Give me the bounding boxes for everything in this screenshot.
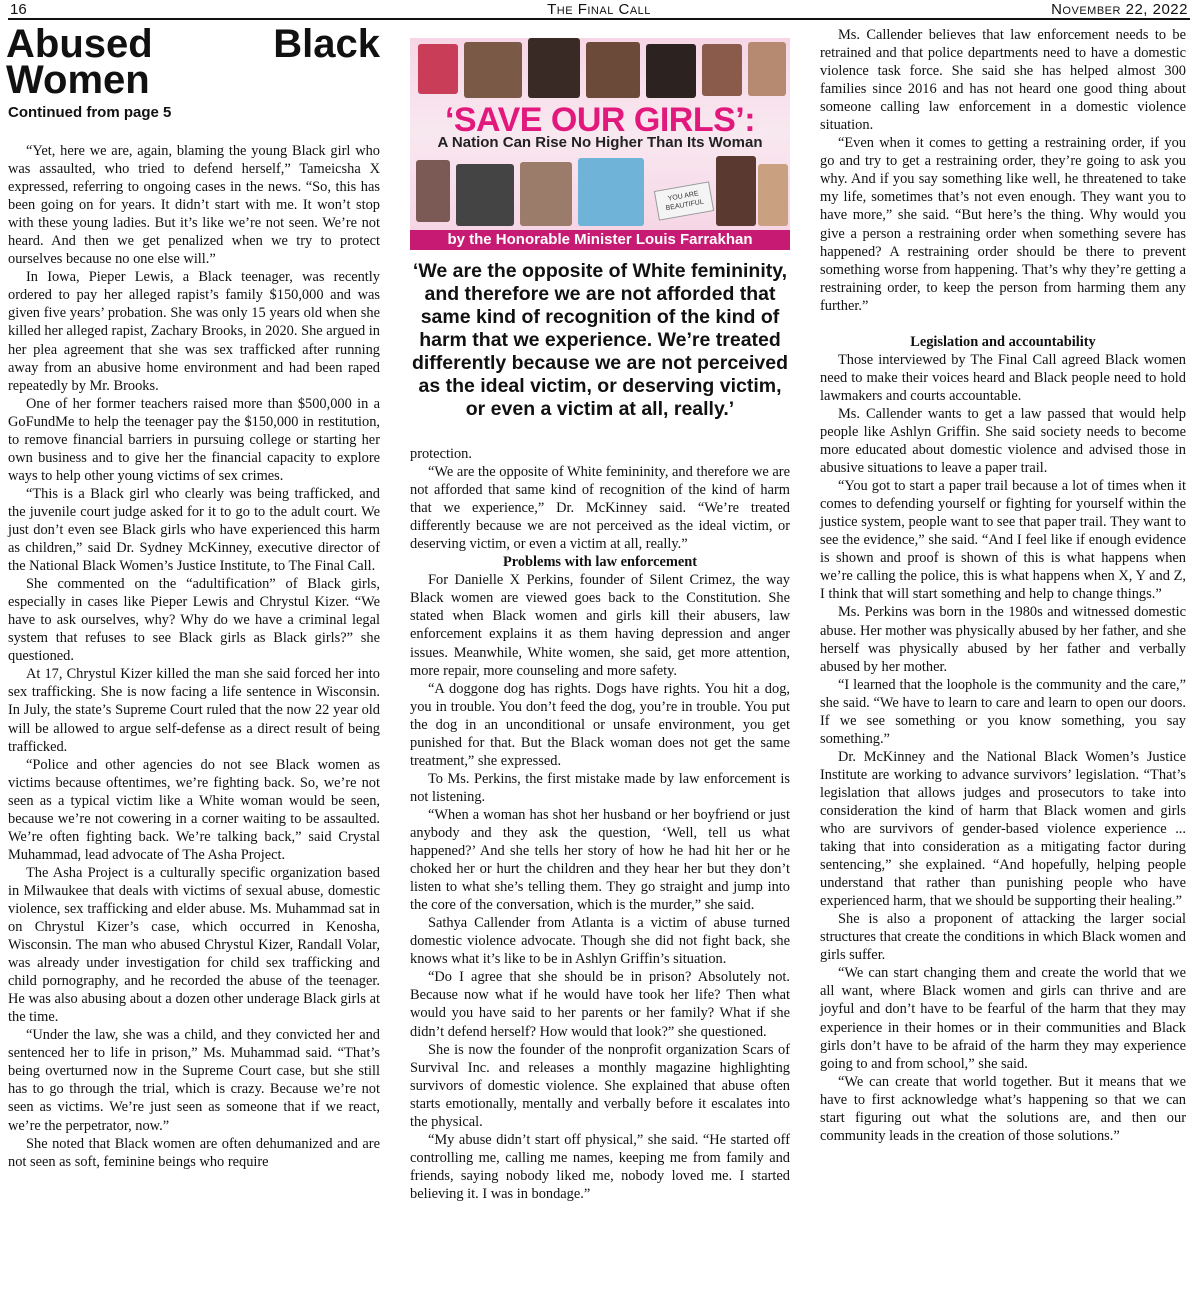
column-3 — [820, 26, 1186, 1145]
promo-subtitle: A Nation Can Rise No Higher Than Its Woman — [437, 134, 763, 151]
column-2 — [410, 445, 790, 1203]
paragraph: Those interviewed by The Final Call agreed Black women need to make their voices heard and Black people need to hold lawmakers and courts accountable. — [820, 351, 1186, 404]
paragraph: To Ms. Perkins, the first mistake made by law enforcement is not listening. — [410, 770, 790, 805]
paragraph: “We are the opposite of White femininity, and therefore we are not afforded that same kind of recognition of the kind of harm that we experience,” Dr. McKinney said. “We’re treated differently because we are not perceived as the ideal victim, or deserving victim, or even a victim at all, really.” — [410, 464, 790, 553]
paragraph: “Yet, here we are, again, blaming the young Black girl who was assaulted, who tried to defend herself,” Tameicsha X expressed, referring to ongoing cases in the news. “So, this has been going on for years. It didn’t start with me. It won’t stop with these young ladies. But it’s like we’re not seen. We’re not heard. And then we get penalized when we try to protect ourselves because no one else will.” — [8, 143, 380, 268]
paragraph: In Iowa, Pieper Lewis, a Black teenager, was recently ordered to pay her alleged rapist’s family $150,000 and was given five years’ probation. She was only 15 years old when she killed her alleged rapist, Zachary Brooks, in 2020. She argued in her plea agreement that she was sex trafficked after running away from an abusive home environment and had been raped repeatedly by Mr. Brooks. — [8, 269, 380, 394]
column-1 — [6, 22, 380, 1171]
page-header — [8, 0, 1190, 20]
photo-girl-child — [748, 42, 786, 96]
photo-woman-smiling — [702, 44, 742, 96]
paragraph: She noted that Black women are often dehumanized and are not seen as soft, feminine beings who require — [8, 1135, 380, 1170]
photo-woman-portrait — [528, 38, 580, 98]
save-our-girls-promo — [410, 38, 790, 250]
paragraph: protection. — [410, 446, 472, 462]
photo-elder-couple — [464, 42, 522, 98]
paragraph: “Do I agree that she should be in prison? Absolutely not. Because now what if he would have took her life? Then what would you have said to her parents or her family? What if she didn’t defend herself? How would that look?” she questioned. — [410, 969, 790, 1040]
photo-young-woman — [646, 44, 696, 98]
paragraph: “Police and other agencies do not see Black women as victims because oftentimes, we’re fighting back. So, we’re not seen as a typical victim like a White woman would be seen, because we’re not cowering in a corner waiting to be assaulted. We’re often fighting back. We’re talking back,” said Crystal Muhammad, lead advocate of The Asha Project. — [8, 756, 380, 863]
pull-quote: ‘We are the opposite of White femininity, and therefore we are not afforded that same kind of recognition of the kind of harm that we experience. We’re treated differently because we are not perceived as the ideal victim, or deserving victim, or even a victim at all, really.’ — [411, 260, 789, 420]
paragraph: “I learned that the loophole is the community and the care,” she said. “We have to learn to care and learn to open our doors. If we see something or you know something, you say something.” — [820, 676, 1186, 747]
paragraph: “We can create that world together. But it means that we have to first acknowledge what’s happening so that we can start figuring out what the solutions are, and then our community leads in the creation of those solutions.” — [820, 1073, 1186, 1144]
promo-title: ‘SAVE OUR GIRLS’: — [444, 101, 756, 139]
paragraph: “You got to start a paper trail because a lot of times when it comes to defending yourself or fighting for yourself within the justice system, people want to see that paper trail. They want to see the evidence,” she said. “And I feel like if enough evidence is shown and proof is shown of this is what happens when we’re calling the police, this is what happens when X, Y and Z, I think that will start something and help to change things.” — [820, 478, 1186, 603]
paragraph: “We can start changing them and create the world that we all want, where Black women and girls can thrive and are joyful and don’t have to be fearful of the harm that they may experience in their homes or in their communities and Black girls don’t have to be afraid of the harm they may experience going to and from school,” she said. — [820, 965, 1186, 1072]
photo-woman-headwrap — [716, 156, 756, 226]
paragraph: “When a woman has shot her husband or her boyfriend or just anybody and they ask the question, ‘Well, tell us what happened?’ And she tells her story of how he had hit her or he choked her or hurt the children and they hear her but they don’t listen to what she’s telling them. They go straight and jump into the core of the conversation, which is the murder,” she said. — [410, 806, 790, 914]
paragraph: “Even when it comes to getting a restraining order, if you go and try to get a restraining order, they’re going to ask you why. And if you say something like well, he threatened to take my life, sometimes that’s not even enough. They want you to have more,” she said. “But here’s the thing. Why would you give a person a restraining order when something severe has happened? A restraining order should be there to prevent something worse from happening. That’s why they’re getting a restraining order, to keep the person from harming them any further.” — [820, 135, 1186, 314]
page-number: 16 — [10, 1, 27, 18]
paragraph: Ms. Callender wants to get a law passed that would help people like Ashlyn Griffin. She said society needs to become more educated about domestic violence and advised those in abusive situations to leave a paper trail. — [820, 405, 1186, 477]
paragraph: For Danielle X Perkins, founder of Silent Crimez, the way Black women are viewed goes back to the Constitution. She stated when Black women and girls kill their abusers, law enforcement explains it as them having depression and anger issues. Meanwhile, White women, she said, get more attention, more repair, more counseling and more safety. — [410, 572, 790, 679]
section-subhead: Problems with law enforcement — [502, 554, 698, 571]
paragraph: “Under the law, she was a child, and they convicted her and sentenced her to life in prison,” Ms. Muhammad said. “That’s being overturned now in the Supreme Court case, but she still has to go through the trial, which is crazy. Because we’re not seen as victims. We’re just seen as someone that if we react, we’re the perpetrator, now.” — [8, 1027, 380, 1134]
photo-graduate — [416, 160, 450, 222]
paragraph: At 17, Chrystul Kizer killed the man she said forced her into sex trafficking. She is now facing a life sentence in Wisconsin. In July, the state’s Supreme Court ruled that the now 22 year old will be allowed to argue self-defense as a direct result of being trafficked. — [8, 666, 380, 755]
paragraph: Ms. Perkins was born in the 1980s and witnessed domestic abuse. Her mother was physically abused by her father, and she herself was physically abused by her father and verbally abused by her mother. — [820, 604, 1186, 675]
paragraph: Ms. Callender believes that law enforcement needs to be retrained and that police departments need to have a domestic violence task force. She said she has helped almost 300 families since 2016 and has not heard one good thing about someone calling law enforcement in a domestic violence situation. — [820, 27, 1186, 134]
issue-date: November 22, 2022 — [1051, 1, 1188, 18]
paragraph: “This is a Black girl who clearly was being trafficked, and the juvenile court judge asked for it to go to the adult court. We just don’t even see Black girls who have experienced this harm as children,” said Dr. Sydney McKinney, executive director of the National Black Women’s Justice Institute, to The Final Call. — [8, 485, 380, 575]
paragraph: The Asha Project is a culturally specific organization based in Milwaukee that deals with victims of sexual abuse, domestic violence, sex trafficking and elder abuse. Ms. Muhammad sat in on Chrystul Kizer’s case, which occurred in Kenosha, Wisconsin. The man who abused Chrystul Kizer, Randall Volar, was already under investigation for child sex trafficking and child pornography, and he recorded the abuse of the teenager. He was also abusing about a dozen other underage Black girls at the time. — [8, 864, 380, 1026]
photo-girl-reading — [418, 44, 458, 94]
photo-child-hair — [758, 164, 788, 226]
photo-woman-hat — [520, 162, 572, 226]
paragraph: “A doggone dog has rights. Dogs have rights. You hit a dog, you in trouble. You don’t feed the dog, you’re in trouble. You put the dog in an unconditional or unsafe environment, you get punished for that. But the Black woman does not get the same treatment,” she expressed. — [410, 680, 790, 769]
paragraph: One of her former teachers raised more than $500,000 in a GoFundMe to help the teenager pay the $150,000 in restitution, to remove financial barriers in pursuing college or starting her own business and to give her the financial capacity to explore ways to help other young victims of sex crimes. — [8, 395, 380, 484]
paragraph: “My abuse didn’t start off physical,” she said. “He started off controlling me, calling me names, keeping me from family and friends, saying nobody liked me, nobody loved me. I started believing it. I was in bondage.” — [410, 1131, 790, 1202]
paragraph: She is also a proponent of attacking the larger social structures that create the conditions in which Black women and girls suffer. — [820, 911, 1186, 964]
paragraph: She commented on the “adultification” of Black girls, especially in cases like Pieper Lewis and Chrystul Kizer. “We have to ask ourselves, why? Why do we have a criminal legal system that refuses to see Black girls as Black girls?” she questioned. — [8, 576, 380, 665]
photo-girl-jumping — [578, 158, 644, 226]
section-subhead: Legislation and accountability — [910, 333, 1096, 350]
photo-woman-face — [586, 42, 640, 98]
publication-name: The Final Call — [547, 1, 651, 18]
continued-note: Continued from page 5 — [8, 104, 172, 121]
photo-businesswoman — [456, 164, 514, 226]
paragraph: Dr. McKinney and the National Black Women’s Justice Institute are working to advance survivors’ legislation. “That’s legislation that allows judges and prosecutors to take into consideration the kind of harm that Black women and girls who are survivors of gender-based violence experience ... taking that into consideration as a mitigating factor during sentencing,” she explained. “And hopefully, helping people understand that rather than punishing people who have experienced harm, that we should be supporting their healing.” — [820, 748, 1186, 910]
article-headline: Abused Black Women — [6, 22, 380, 102]
promo-byline: by the Honorable Minister Louis Farrakhan — [410, 230, 790, 250]
paragraph: Sathya Callender from Atlanta is a victim of abuse turned domestic violence advocate. Though she did not fight back, she knows what it’s like to be in Ashlyn Griffin’s situation. — [410, 915, 790, 968]
paragraph: She is now the founder of the nonprofit organization Scars of Survival Inc. and releases a monthly magazine highlighting survivors of domestic violence. She explained that abuse often starts emotionally, mentally and verbally before it escalates into the physical. — [410, 1041, 790, 1130]
you-are-beautiful-sign: YOU ARE BEAUTIFUL — [654, 181, 714, 220]
